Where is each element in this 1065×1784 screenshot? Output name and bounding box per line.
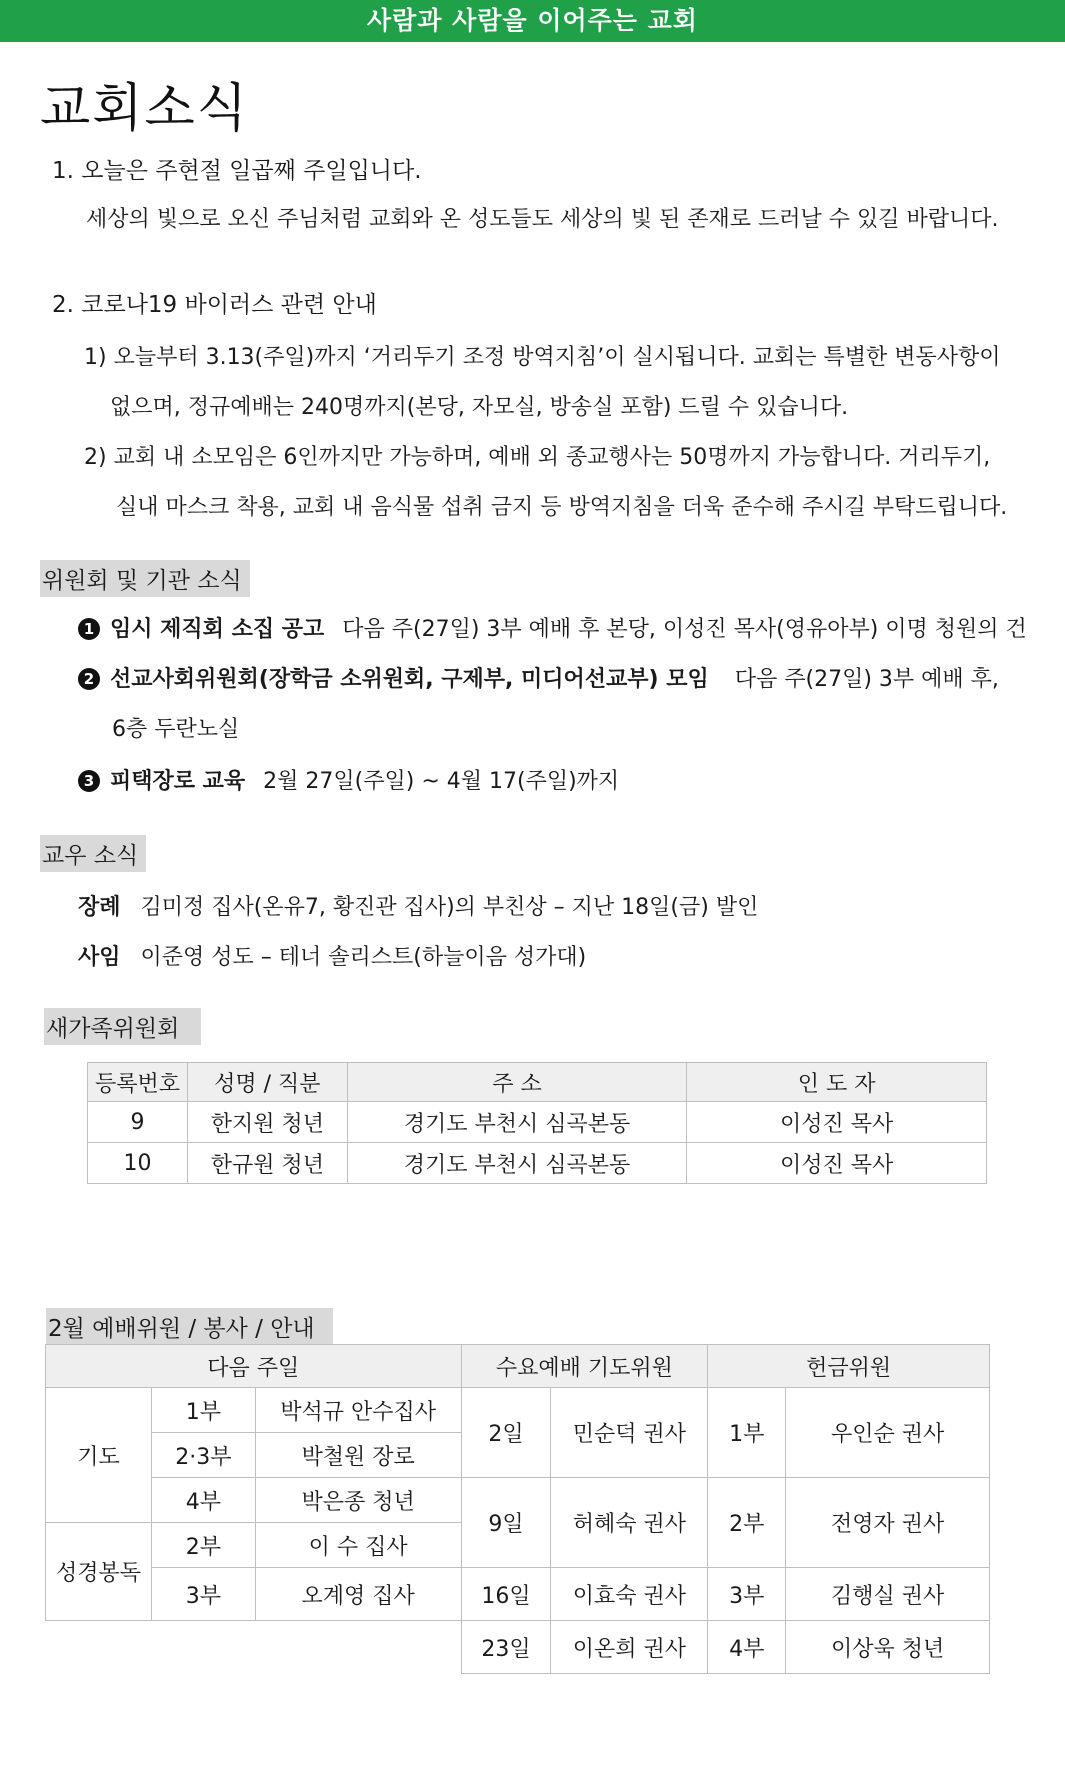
table-cell: 오계영 집사 — [255, 1568, 461, 1621]
table-cell: 이성진 목사 — [687, 1143, 987, 1184]
table-cell: 박은종 청년 — [255, 1478, 461, 1523]
table-cell: 전영자 권사 — [786, 1478, 990, 1568]
table-cell: 경기도 부천시 심곡본동 — [347, 1102, 687, 1143]
item2-heading: 2. 코로나19 바이러스 관련 안내 — [52, 292, 377, 318]
members-item — [78, 940, 586, 971]
committee-item-title: 임시 제직회 소집 공고 — [110, 617, 325, 642]
worship-label: 2월 예배위원 / 봉사 / 안내 — [46, 1308, 333, 1345]
item2-p1-line1: 1) 오늘부터 3.13(주일)까지 ‘거리두기 조정 방역지침’이 실시됩니다. 교회는 특별한 변동사항이 — [84, 345, 1001, 370]
table-cell: 10 — [88, 1143, 188, 1184]
newfamily-label: 새가족위원회 — [44, 1008, 201, 1045]
bullet-number-icon: 1 — [78, 618, 100, 640]
table-cell: 2부 — [708, 1478, 786, 1568]
committee-item-title: 피택장로 교육 — [110, 769, 246, 794]
table-cell: 김행실 권사 — [786, 1568, 990, 1621]
column-header: 성명 / 직분 — [187, 1063, 347, 1102]
header-banner: 사람과 사람을 이어주는 교회 — [0, 0, 1065, 42]
empty-cell — [46, 1621, 462, 1674]
table-cell: 이효숙 권사 — [551, 1568, 708, 1621]
item2-p1-line2: 없으며, 정규예배는 240명까지(본당, 자모실, 방송실 포함) 드릴 수 있습니다. — [110, 395, 849, 420]
table-cell: 3부 — [151, 1568, 255, 1621]
bullet-number-icon: 2 — [78, 668, 100, 690]
table-cell: 이성진 목사 — [687, 1102, 987, 1143]
column-header: 헌금위원 — [708, 1345, 990, 1388]
table-cell: 한규원 청년 — [187, 1143, 347, 1184]
table-row — [88, 1143, 987, 1184]
members-label: 교우 소식 — [40, 835, 146, 872]
committee-label: 위원회 및 기관 소식 — [40, 560, 250, 597]
members-item-title: 사임 — [78, 945, 121, 970]
table-cell: 9 — [88, 1102, 188, 1143]
item2-p2-line2: 실내 마스크 착용, 교회 내 음식물 섭취 금지 등 방역지침을 더욱 준수해 주시길 부탁드립니다. — [116, 495, 1008, 520]
committee-item-text: 다음 주(27일) 3부 예배 후, — [734, 667, 999, 692]
table-cell: 2일 — [461, 1388, 551, 1478]
table-cell: 3부 — [708, 1568, 786, 1621]
table-cell: 1부 — [151, 1388, 255, 1433]
table-cell: 2·3부 — [151, 1433, 255, 1478]
table-header-row — [46, 1345, 990, 1388]
table-row — [46, 1621, 990, 1674]
item1-heading: 1. 오늘은 주현절 일곱째 주일입니다. — [52, 158, 422, 184]
table-header-row — [88, 1063, 987, 1102]
table-cell: 23일 — [461, 1621, 551, 1674]
column-header: 등록번호 — [88, 1063, 188, 1102]
committee-item — [78, 612, 1027, 643]
table-cell: 16일 — [461, 1568, 551, 1621]
members-item — [78, 890, 758, 921]
members-item-text: 이준영 성도 – 테너 솔리스트(하늘이음 성가대) — [140, 945, 587, 970]
committee-item-title: 선교사회위원회(장학금 소위원회, 구제부, 미디어선교부) 모임 — [110, 667, 709, 692]
table-cell: 허혜숙 권사 — [551, 1478, 708, 1568]
members-item-text: 김미정 집사(온유7, 황진관 집사)의 부친상 – 지난 18일(금) 발인 — [140, 895, 759, 920]
row-group-label: 성경봉독 — [46, 1523, 152, 1621]
table-row — [88, 1102, 987, 1143]
table-cell: 1부 — [708, 1388, 786, 1478]
table-cell: 민순덕 권사 — [551, 1388, 708, 1478]
table-cell: 4부 — [151, 1478, 255, 1523]
table-cell: 한지원 청년 — [187, 1102, 347, 1143]
table-cell: 경기도 부천시 심곡본동 — [347, 1143, 687, 1184]
committee-item — [78, 662, 999, 693]
row-group-label: 기도 — [46, 1388, 152, 1523]
newfamily-table — [87, 1062, 987, 1184]
bullet-number-icon: 3 — [78, 770, 100, 792]
members-item-title: 장례 — [78, 895, 121, 920]
item1-text: 세상의 빛으로 오신 주님처럼 교회와 온 성도들도 세상의 빛 된 존재로 드러날 수 있길 바랍니다. — [86, 207, 999, 232]
table-cell: 2부 — [151, 1523, 255, 1568]
table-cell: 이상욱 청년 — [786, 1621, 990, 1674]
column-header: 다음 주일 — [46, 1345, 462, 1388]
table-cell: 4부 — [708, 1621, 786, 1674]
column-header: 수요예배 기도위원 — [461, 1345, 708, 1388]
committee-item-text: 2월 27일(주일) ~ 4월 17(주일)까지 — [263, 769, 620, 794]
table-row — [46, 1388, 990, 1433]
table-cell: 9일 — [461, 1478, 551, 1568]
worship-table — [45, 1344, 990, 1674]
table-cell: 이 수 집사 — [255, 1523, 461, 1568]
committee-item — [78, 764, 619, 795]
committee-item-text-cont: 6층 두란노실 — [112, 717, 240, 742]
column-header: 인 도 자 — [687, 1063, 987, 1102]
table-cell: 박철원 장로 — [255, 1433, 461, 1478]
item2-p2-line1: 2) 교회 내 소모임은 6인까지만 가능하며, 예배 외 종교행사는 50명까지 가능합니다. 거리두기, — [84, 445, 991, 470]
table-row — [46, 1478, 990, 1523]
table-row — [46, 1568, 990, 1621]
table-cell: 우인순 권사 — [786, 1388, 990, 1478]
column-header: 주 소 — [347, 1063, 687, 1102]
committee-item-text: 다음 주(27일) 3부 예배 후 본당, 이성진 목사(영유아부) 이명 청원의 건 — [342, 617, 1027, 642]
table-cell: 박석규 안수집사 — [255, 1388, 461, 1433]
table-cell: 이온희 권사 — [551, 1621, 708, 1674]
page-title: 교회소식 — [40, 79, 249, 139]
